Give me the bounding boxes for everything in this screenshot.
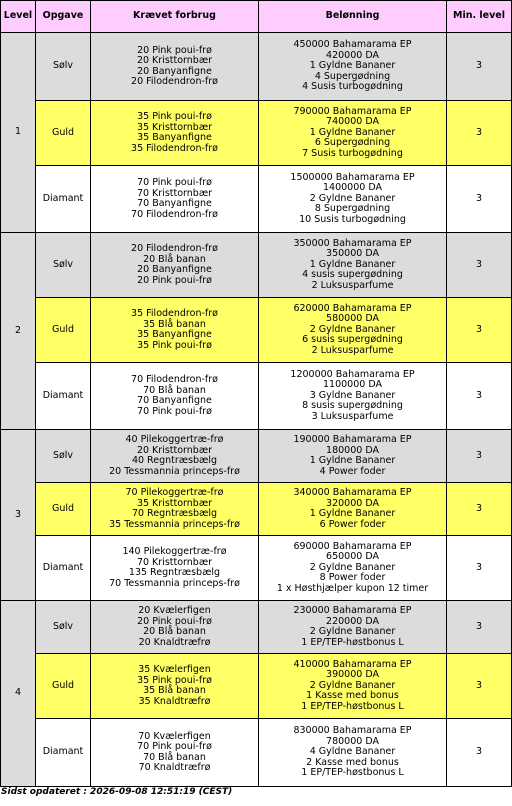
consumption-item: 70 Blå banan [143, 384, 206, 396]
reward-item: 6 Supergødning [314, 137, 391, 149]
header-task: Opgave [36, 1, 90, 32]
reward-item: 830000 Bahamarama EP [293, 725, 412, 737]
consumption-item: 70 Pink poui-frø [137, 405, 212, 417]
reward-item: 1 x Høsthjælper kupon 12 timer [276, 582, 429, 594]
min-level-cell: 3 [447, 33, 511, 100]
reward-item: 1 Kasse med bonus [306, 690, 399, 702]
reward-item: 230000 Bahamarama EP [293, 605, 412, 616]
reward-item: 350000 Bahamarama EP [293, 237, 412, 249]
consumption-item: 20 Pink poui-frø [137, 44, 212, 56]
consumption-cell [91, 363, 258, 429]
table-row [1, 298, 511, 362]
consumption-item: 70 Banyanfigne [137, 198, 212, 209]
header-level: Level [1, 1, 35, 32]
consumption-item: 20 Pink poui-frø [137, 615, 212, 627]
reward-cell [259, 233, 446, 297]
consumption-item: 35 Pink poui-frø [137, 674, 212, 686]
consumption-item: 35 Blå banan [143, 318, 206, 330]
consumption-item: 20 Kristtornbær [136, 444, 213, 456]
reward-item: 180000 DA [326, 444, 379, 456]
reward-item: 6 susis supergødning [302, 334, 403, 346]
reward-cell [259, 719, 446, 786]
reward-item: 790000 Bahamarama EP [293, 105, 412, 117]
consumption-item: 20 Pink poui-frø [137, 274, 212, 286]
consumption-item: 70 Knaldtræfrø [138, 762, 211, 773]
reward-item: 4 Supergødning [314, 70, 391, 82]
consumption-item: 20 Filodendron-frø [131, 243, 218, 254]
consumption-item: 35 Pink poui-frø [137, 111, 212, 122]
consumption-item: 40 Pilekoggertræ-frø [125, 434, 224, 445]
reward-cell [259, 101, 446, 165]
reward-item: 690000 Bahamarama EP [293, 540, 412, 552]
reward-item: 4 susis supergødning [302, 269, 403, 281]
min-level-cell: 3 [447, 654, 511, 718]
reward-item: 3 Luksusparfume [311, 410, 394, 422]
reward-item: 4 Power foder [319, 465, 386, 477]
task-cell: Sølv [36, 33, 90, 100]
reward-item: 2 Gyldne Bananer [309, 323, 396, 335]
reward-item: 2 Luksusparfume [311, 344, 394, 356]
consumption-item: 35 Filodendron-frø [131, 142, 218, 154]
consumption-cell [91, 483, 258, 535]
task-cell: Diamant [36, 363, 90, 429]
reward-item: 1 Gyldne Bananer [309, 60, 396, 72]
consumption-item: 70 Tessmannia princeps-frø [109, 577, 240, 589]
reward-item: 10 Susis turbogødning [299, 213, 406, 225]
min-level-cell: 3 [447, 601, 511, 653]
min-level-cell: 3 [447, 101, 511, 165]
table-row [1, 101, 511, 165]
consumption-item: 20 Banyanfigne [137, 65, 212, 77]
consumption-item: 35 Pink poui-frø [137, 339, 212, 351]
table-row [1, 166, 511, 232]
reward-item: 220000 DA [326, 615, 379, 627]
reward-item: 450000 Bahamarama EP [293, 39, 412, 51]
reward-item: 1 EP/TEP-høstbonus L [301, 767, 404, 779]
min-level-cell: 3 [447, 483, 511, 535]
task-cell: Diamant [36, 536, 90, 600]
consumption-item: 20 Kvælerfigen [138, 605, 211, 616]
reward-item: 320000 DA [326, 497, 379, 509]
level-cell: 2 [1, 233, 35, 429]
consumption-item: 70 Filodendron-frø [131, 208, 218, 220]
reward-item: 4 Gyldne Bananer [309, 746, 396, 758]
header-reward: Belønning [259, 1, 446, 32]
reward-item: 1200000 Bahamarama EP [290, 368, 415, 380]
reward-item: 1 Gyldne Bananer [309, 126, 396, 138]
reward-cell [259, 654, 446, 718]
reward-item: 1 Gyldne Bananer [309, 508, 396, 519]
reward-item: 350000 DA [326, 248, 379, 260]
reward-item: 2 Kasse med bonus [306, 756, 399, 768]
table-row [1, 363, 511, 429]
min-level-cell: 3 [447, 166, 511, 232]
reward-item: 1500000 Bahamarama EP [290, 171, 415, 183]
header-row [1, 1, 511, 32]
table-row [1, 33, 511, 100]
consumption-item: 20 Filodendron-frø [131, 76, 218, 87]
consumption-item: 70 Regntræsbælg [131, 508, 218, 519]
reward-item: 410000 Bahamarama EP [293, 658, 412, 670]
consumption-item: 20 Knaldtræfrø [138, 636, 211, 648]
consumption-item: 35 Kristtornbær [136, 121, 213, 133]
consumption-item: 70 Kristtornbær [136, 556, 213, 568]
reward-cell [259, 536, 446, 600]
reward-item: 2 Gyldne Bananer [309, 561, 396, 573]
reward-item: 8 Power foder [319, 572, 386, 584]
consumption-item: 20 Blå banan [143, 253, 206, 265]
task-cell: Sølv [36, 430, 90, 482]
reward-item: 420000 DA [326, 49, 379, 61]
reward-item: 620000 Bahamarama EP [293, 302, 412, 314]
reward-item: 7 Susis turbogødning [302, 147, 403, 159]
consumption-cell [91, 233, 258, 297]
table-row [1, 601, 511, 653]
consumption-cell [91, 101, 258, 165]
min-level-cell: 3 [447, 430, 511, 482]
reward-item: 580000 DA [326, 313, 379, 325]
reward-cell [259, 166, 446, 232]
consumption-cell [91, 719, 258, 786]
reward-item: 1 Gyldne Bananer [309, 258, 396, 270]
last-updated: Sidst opdateret : 2026-09-08 12:51:19 (CEST) [1, 787, 233, 797]
reward-item: 780000 DA [326, 735, 379, 747]
consumption-item: 20 Kristtornbær [136, 55, 213, 66]
consumption-item: 35 Filodendron-frø [131, 308, 218, 319]
reward-item: 1 Gyldne Bananer [309, 455, 396, 466]
reward-cell [259, 601, 446, 653]
reward-item: 4 Susis turbogødning [302, 81, 403, 93]
consumption-cell [91, 33, 258, 100]
reward-item: 2 Gyldne Bananer [309, 192, 396, 204]
min-level-cell: 3 [447, 298, 511, 362]
consumption-item: 70 Pink poui-frø [137, 741, 212, 752]
reward-item: 6 Power foder [319, 518, 386, 530]
reward-cell [259, 483, 446, 535]
table-row [1, 233, 511, 297]
reward-item: 190000 Bahamarama EP [293, 434, 412, 445]
reward-item: 2 Gyldne Bananer [309, 626, 396, 637]
reward-item: 340000 Bahamarama EP [293, 487, 412, 498]
reward-cell [259, 33, 446, 100]
table-row [1, 719, 511, 786]
reward-item: 1 EP/TEP-høstbonus L [301, 700, 404, 712]
consumption-item: 140 Pilekoggertræ-frø [122, 546, 227, 557]
min-level-cell: 3 [447, 233, 511, 297]
consumption-item: 35 Knaldtræfrø [138, 695, 211, 707]
quest-table-body [1, 33, 511, 786]
table-row [1, 654, 511, 718]
task-cell: Sølv [36, 233, 90, 297]
consumption-item: 70 Pink poui-frø [137, 177, 212, 188]
consumption-item: 70 Banyanfigne [137, 395, 212, 406]
consumption-item: 35 Kvælerfigen [138, 664, 211, 675]
min-level-cell: 3 [447, 719, 511, 786]
consumption-cell [91, 601, 258, 653]
reward-item: 740000 DA [326, 116, 379, 128]
consumption-cell [91, 298, 258, 362]
header-min-level: Min. level [447, 1, 511, 32]
table-row [1, 430, 511, 482]
consumption-item: 70 Kvælerfigen [138, 730, 211, 742]
consumption-cell [91, 166, 258, 232]
reward-item: 2 Gyldne Bananer [309, 679, 396, 691]
consumption-item: 70 Pilekoggertræ-frø [125, 487, 224, 498]
task-cell: Guld [36, 101, 90, 165]
reward-cell [259, 363, 446, 429]
consumption-item: 70 Blå banan [143, 751, 206, 763]
min-level-cell: 3 [447, 536, 511, 600]
consumption-item: 70 Filodendron-frø [131, 374, 218, 385]
task-cell: Diamant [36, 719, 90, 786]
task-cell: Diamant [36, 166, 90, 232]
reward-item: 390000 DA [326, 669, 379, 681]
consumption-item: 35 Banyanfigne [137, 329, 212, 340]
consumption-item: 35 Blå banan [143, 685, 206, 696]
min-level-cell: 3 [447, 363, 511, 429]
reward-item: 3 Gyldne Bananer [309, 389, 396, 401]
reward-item: 8 susis supergødning [302, 400, 403, 412]
task-cell: Sølv [36, 601, 90, 653]
task-cell: Guld [36, 654, 90, 718]
table-row [1, 483, 511, 535]
reward-item: 1100000 DA [323, 379, 382, 391]
reward-item: 1400000 DA [323, 182, 382, 194]
consumption-item: 135 Regntræsbælg [128, 567, 221, 578]
level-cell: 3 [1, 430, 35, 600]
reward-item: 650000 DA [326, 551, 379, 563]
consumption-cell [91, 654, 258, 718]
consumption-item: 35 Banyanfigne [137, 132, 212, 143]
reward-item: 1 EP/TEP-høstbonus L [301, 636, 404, 648]
consumption-item: 20 Banyanfigne [137, 264, 212, 275]
task-cell: Guld [36, 298, 90, 362]
header-consumption: Krævet forbrug [91, 1, 258, 32]
consumption-item: 20 Blå banan [143, 626, 206, 637]
level-cell: 1 [1, 33, 35, 232]
consumption-item: 35 Kristtornbær [136, 497, 213, 509]
consumption-cell [91, 430, 258, 482]
consumption-item: 20 Tessmannia princeps-frø [109, 465, 240, 477]
table-row [1, 536, 511, 600]
reward-cell [259, 430, 446, 482]
reward-item: 2 Luksusparfume [311, 279, 394, 291]
consumption-item: 35 Tessmannia princeps-frø [109, 518, 240, 530]
consumption-item: 40 Regntræsbælg [131, 455, 218, 466]
level-cell: 4 [1, 601, 35, 786]
reward-cell [259, 298, 446, 362]
consumption-cell [91, 536, 258, 600]
consumption-item: 70 Kristtornbær [136, 187, 213, 199]
task-cell: Guld [36, 483, 90, 535]
reward-item: 8 Supergødning [314, 203, 391, 215]
